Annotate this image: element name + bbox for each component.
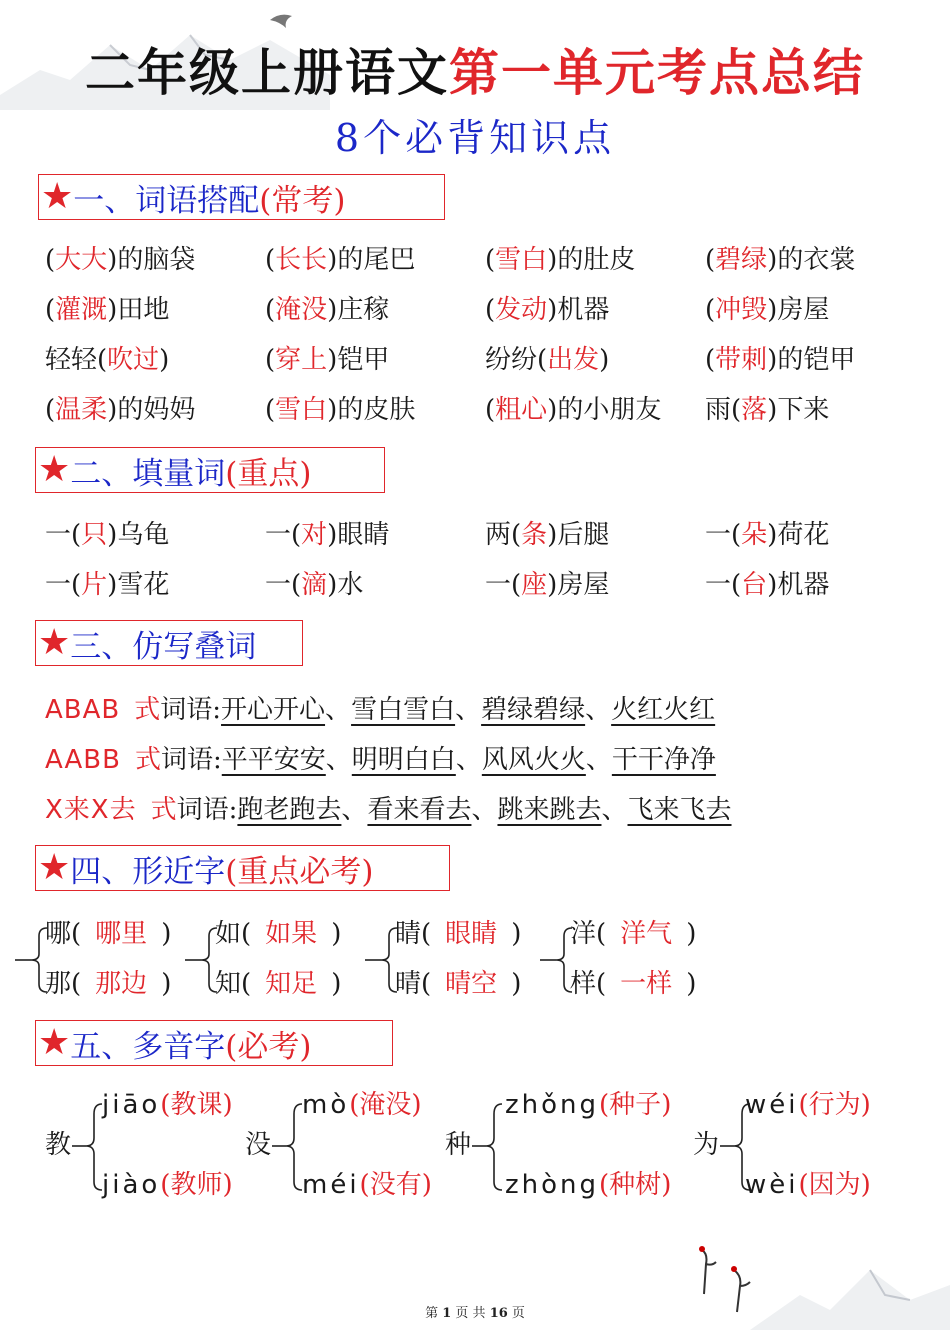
word-answer: 种子 (609, 1090, 662, 1120)
word-answer: 哪里 (95, 919, 148, 949)
reduplication-row (45, 792, 732, 828)
section-header-similar-chars (35, 845, 450, 891)
reduplicated-word: 碧绿碧绿 (481, 695, 586, 725)
paren-open: ( (798, 1170, 809, 1200)
word-answer: 眼睛 (445, 919, 498, 949)
page-total: 16 (489, 1306, 508, 1321)
item-prefix: 两( (485, 520, 522, 550)
brace-icon (472, 1092, 504, 1202)
polyphone-entry (302, 1167, 432, 1203)
item-suffix: )后腿 (547, 520, 610, 550)
star-icon: ★ (38, 622, 71, 663)
paren-open: ( (349, 1090, 360, 1120)
word-answer: 晴空 (445, 969, 498, 999)
item-suffix: )田地 (107, 295, 170, 325)
item-answer: 淹没 (275, 295, 328, 325)
paren-open: ( (798, 1090, 809, 1120)
section-label: 三、仿写叠词 (70, 628, 257, 665)
item-prefix: 轻轻( (45, 345, 108, 375)
reduplicated-word: 雪白雪白 (351, 695, 456, 725)
base-char: 睛 (395, 919, 422, 949)
section-header-reduplication (35, 620, 303, 666)
word-answer: 知足 (265, 969, 318, 999)
reduplicated-word: 跑老跑去 (237, 795, 342, 825)
item-answer: 座 (521, 570, 548, 600)
paren-open: ( (241, 969, 252, 999)
item-suffix: )的脑袋 (107, 245, 196, 275)
brace-icon (185, 918, 219, 1002)
item-suffix: )水 (327, 570, 364, 600)
section-tag: (必考) (225, 1028, 312, 1065)
word-separator: 、 (325, 745, 352, 775)
polyphone-entry (102, 1167, 233, 1203)
base-char: 知 (215, 969, 242, 999)
item-suffix: )的衣裳 (767, 245, 856, 275)
word-separator: 、 (601, 795, 628, 825)
brace-icon (15, 918, 49, 1002)
reduplicated-word: 明明白白 (351, 745, 456, 775)
paren-open: ( (421, 969, 432, 999)
paren-open: ( (359, 1170, 370, 1200)
polyphone-char: 没 (245, 1130, 272, 1160)
polyphone-char: 教 (45, 1130, 72, 1160)
polyphone-entry (102, 1087, 233, 1123)
item-prefix: ( (45, 295, 56, 325)
item-prefix: ( (265, 345, 276, 375)
page-number: 1 (442, 1306, 452, 1321)
word-answer: 洋气 (620, 919, 673, 949)
item-prefix: 一( (265, 520, 302, 550)
item-prefix: ( (485, 245, 496, 275)
item-answer: 出发 (547, 345, 600, 375)
item-prefix: ( (265, 295, 276, 325)
brace-icon (540, 918, 574, 1002)
word-separator: 、 (471, 795, 498, 825)
section-tag: (常考) (259, 182, 346, 219)
paren-close: ) (661, 1090, 672, 1120)
base-char: 样 (570, 969, 597, 999)
word-separator: 、 (341, 795, 368, 825)
item-prefix: 雨( (705, 395, 742, 425)
word-answer: 如果 (265, 919, 318, 949)
paren-close: ) (222, 1090, 233, 1120)
reduplicated-word: 跳来跳去 (497, 795, 602, 825)
pattern-shi: 式 (134, 695, 161, 725)
item-prefix: 一( (45, 520, 82, 550)
measure-item (705, 567, 829, 603)
reduplicated-word: 看来看去 (367, 795, 472, 825)
polyphone-entry (745, 1087, 871, 1123)
item-suffix: )下来 (767, 395, 830, 425)
item-suffix: )机器 (547, 295, 610, 325)
collocation-item (705, 392, 829, 428)
item-suffix: )的铠甲 (767, 345, 856, 375)
item-answer: 碧绿 (715, 245, 768, 275)
polyphone-char: 种 (445, 1130, 472, 1160)
pinyin-text: zhǒng (505, 1090, 600, 1120)
item-suffix: )的小朋友 (547, 395, 662, 425)
word-separator: 、 (325, 695, 352, 725)
word-answer: 教师 (170, 1170, 223, 1200)
item-prefix: 纷纷( (485, 345, 548, 375)
measure-item (705, 517, 829, 553)
item-prefix: 一( (485, 570, 522, 600)
pattern-shi: 式 (134, 745, 161, 775)
paren-close: ) (331, 969, 342, 999)
collocation-item (45, 292, 169, 328)
item-prefix: ( (45, 245, 56, 275)
word-separator: 、 (585, 695, 612, 725)
pattern-suffix: 词语: (176, 795, 238, 825)
brace-icon (72, 1092, 104, 1202)
item-answer: 吹过 (107, 345, 160, 375)
item-prefix: ( (45, 395, 56, 425)
paren-close: ) (511, 969, 522, 999)
section-label: 一、词语搭配 (73, 182, 260, 219)
title-part1: 二年级上册语文 (85, 44, 449, 102)
collocation-item (485, 342, 609, 378)
pattern-label: X来X去 (45, 795, 137, 825)
section-tag: (重点) (225, 455, 312, 492)
item-prefix: 一( (45, 570, 82, 600)
base-char: 晴 (395, 969, 422, 999)
item-answer: 条 (521, 520, 548, 550)
item-suffix: )乌龟 (107, 520, 170, 550)
pinyin-text: jiāo (102, 1090, 161, 1120)
paren-open: ( (596, 919, 607, 949)
collocation-item (45, 242, 195, 278)
word-separator: 、 (455, 695, 482, 725)
item-answer: 落 (741, 395, 768, 425)
measure-item (265, 517, 389, 553)
item-prefix: 一( (705, 520, 742, 550)
item-answer: 带刺 (715, 345, 768, 375)
item-suffix: )的肚皮 (547, 245, 636, 275)
collocation-item (705, 242, 855, 278)
word-answer: 教课 (170, 1090, 223, 1120)
star-icon: ★ (38, 1022, 71, 1063)
collocation-item (485, 392, 661, 428)
item-prefix: ( (705, 295, 716, 325)
item-suffix: )的妈妈 (107, 395, 196, 425)
measure-item (485, 517, 609, 553)
paren-close: ) (161, 969, 172, 999)
item-answer: 长长 (275, 245, 328, 275)
pattern-label: ABAB (45, 695, 121, 725)
item-prefix: ( (705, 345, 716, 375)
item-answer: 冲毁 (715, 295, 768, 325)
similar-char-entry (570, 916, 696, 952)
word-answer: 行为 (808, 1090, 861, 1120)
polyphone-entry (505, 1087, 671, 1123)
similar-char-entry (215, 916, 341, 952)
item-prefix: ( (265, 395, 276, 425)
similar-char-entry (215, 966, 341, 1002)
pinyin-text: wéi (745, 1090, 799, 1120)
item-answer: 滴 (301, 570, 328, 600)
item-suffix: ) (159, 345, 170, 375)
reduplicated-word: 开心开心 (221, 695, 326, 725)
collocation-item (705, 342, 855, 378)
item-answer: 粗心 (495, 395, 548, 425)
polyphone-entry (505, 1167, 671, 1203)
measure-item (45, 517, 169, 553)
section-label: 二、填量词 (70, 455, 226, 492)
star-icon: ★ (38, 449, 71, 490)
item-suffix: )的皮肤 (327, 395, 416, 425)
paren-close: ) (860, 1170, 871, 1200)
item-answer: 雪白 (495, 245, 548, 275)
polyphone-entry (302, 1087, 422, 1123)
paren-open: ( (599, 1090, 610, 1120)
item-suffix: )庄稼 (327, 295, 390, 325)
measure-item (485, 567, 609, 603)
paren-close: ) (860, 1090, 871, 1120)
reduplication-row (45, 692, 715, 728)
pattern-suffix: 词语: (160, 695, 222, 725)
polyphone-entry (745, 1167, 871, 1203)
collocation-item (485, 242, 635, 278)
item-suffix: )的尾巴 (327, 245, 416, 275)
section-label: 四、形近字 (70, 853, 226, 890)
base-char: 洋 (570, 919, 597, 949)
section-label: 五、多音字 (70, 1028, 226, 1065)
paren-open: ( (596, 969, 607, 999)
paren-open: ( (241, 919, 252, 949)
section-header-collocation (38, 174, 445, 220)
similar-char-entry (395, 916, 521, 952)
item-suffix: )雪花 (107, 570, 170, 600)
page-title (0, 38, 950, 108)
item-prefix: ( (485, 295, 496, 325)
item-answer: 片 (81, 570, 108, 600)
collocation-item (485, 292, 609, 328)
item-prefix: 一( (705, 570, 742, 600)
word-separator: 、 (585, 745, 612, 775)
item-answer: 穿上 (275, 345, 328, 375)
collocation-item (265, 392, 415, 428)
item-answer: 发动 (495, 295, 548, 325)
reduplicated-word: 飞来飞去 (627, 795, 732, 825)
item-prefix: ( (705, 245, 716, 275)
paren-open: ( (160, 1170, 171, 1200)
paren-open: ( (599, 1170, 610, 1200)
paren-close: ) (161, 919, 172, 949)
pattern-label: AABB (45, 745, 121, 775)
paren-open: ( (71, 919, 82, 949)
collocation-item (45, 392, 195, 428)
similar-char-entry (395, 966, 521, 1002)
pattern-shi: 式 (150, 795, 177, 825)
star-icon: ★ (41, 176, 74, 217)
paren-close: ) (421, 1170, 432, 1200)
pinyin-text: jiào (102, 1170, 161, 1200)
item-answer: 只 (81, 520, 108, 550)
item-answer: 对 (301, 520, 328, 550)
polyphone-char: 为 (693, 1130, 720, 1160)
similar-char-entry (45, 966, 171, 1002)
paren-open: ( (421, 919, 432, 949)
base-char: 那 (45, 969, 72, 999)
collocation-item (45, 342, 169, 378)
paren-close: ) (686, 969, 697, 999)
star-icon: ★ (38, 847, 71, 888)
paren-close: ) (661, 1170, 672, 1200)
item-prefix: ( (265, 245, 276, 275)
similar-char-entry (570, 966, 696, 1002)
brace-icon (365, 918, 399, 1002)
item-answer: 温柔 (55, 395, 108, 425)
brace-icon (272, 1092, 304, 1202)
page-footer: 第 1 页 共 16 页 (425, 1306, 525, 1321)
paren-close: ) (511, 919, 522, 949)
base-char: 哪 (45, 919, 72, 949)
section-header-measure-words (35, 447, 385, 493)
word-answer: 一样 (620, 969, 673, 999)
item-suffix: )房屋 (547, 570, 610, 600)
word-answer: 没有 (369, 1170, 422, 1200)
word-answer: 种树 (609, 1170, 662, 1200)
collocation-item (265, 342, 389, 378)
pinyin-text: wèi (745, 1170, 799, 1200)
word-answer: 淹没 (359, 1090, 412, 1120)
item-answer: 朵 (741, 520, 768, 550)
item-suffix: )眼睛 (327, 520, 390, 550)
item-prefix: ( (485, 395, 496, 425)
item-suffix: )房屋 (767, 295, 830, 325)
page-subtitle: 8个必背知识点 (334, 116, 616, 160)
measure-item (265, 567, 363, 603)
pinyin-text: zhòng (505, 1170, 600, 1200)
item-suffix: )荷花 (767, 520, 830, 550)
item-suffix: ) (599, 345, 610, 375)
collocation-item (705, 292, 829, 328)
item-answer: 灌溉 (55, 295, 108, 325)
base-char: 如 (215, 919, 242, 949)
word-answer: 那边 (95, 969, 148, 999)
section-header-polyphones (35, 1020, 393, 1066)
item-answer: 台 (741, 570, 768, 600)
pattern-suffix: 词语: (161, 745, 222, 775)
reduplicated-word: 平平安安 (221, 745, 326, 775)
paren-open: ( (160, 1090, 171, 1120)
measure-item (45, 567, 169, 603)
title-part2: 第一单元考点总结 (449, 44, 865, 102)
collocation-item (265, 242, 415, 278)
reduplicated-word: 风风火火 (481, 745, 586, 775)
reduplicated-word: 干干净净 (611, 745, 716, 775)
word-answer: 因为 (808, 1170, 861, 1200)
pinyin-text: mò (302, 1090, 350, 1120)
paren-close: ) (411, 1090, 422, 1120)
paren-close: ) (222, 1170, 233, 1200)
reduplication-row (45, 742, 716, 778)
section-tag: (重点必考) (225, 853, 374, 890)
item-suffix: )机器 (767, 570, 830, 600)
similar-char-entry (45, 916, 171, 952)
pinyin-text: méi (302, 1170, 360, 1200)
collocation-item (265, 292, 389, 328)
item-answer: 大大 (55, 245, 108, 275)
paren-close: ) (686, 919, 697, 949)
paren-open: ( (71, 969, 82, 999)
item-answer: 雪白 (275, 395, 328, 425)
item-prefix: 一( (265, 570, 302, 600)
word-separator: 、 (455, 745, 482, 775)
item-suffix: )铠甲 (327, 345, 390, 375)
reduplicated-word: 火红火红 (611, 695, 716, 725)
paren-close: ) (331, 919, 342, 949)
